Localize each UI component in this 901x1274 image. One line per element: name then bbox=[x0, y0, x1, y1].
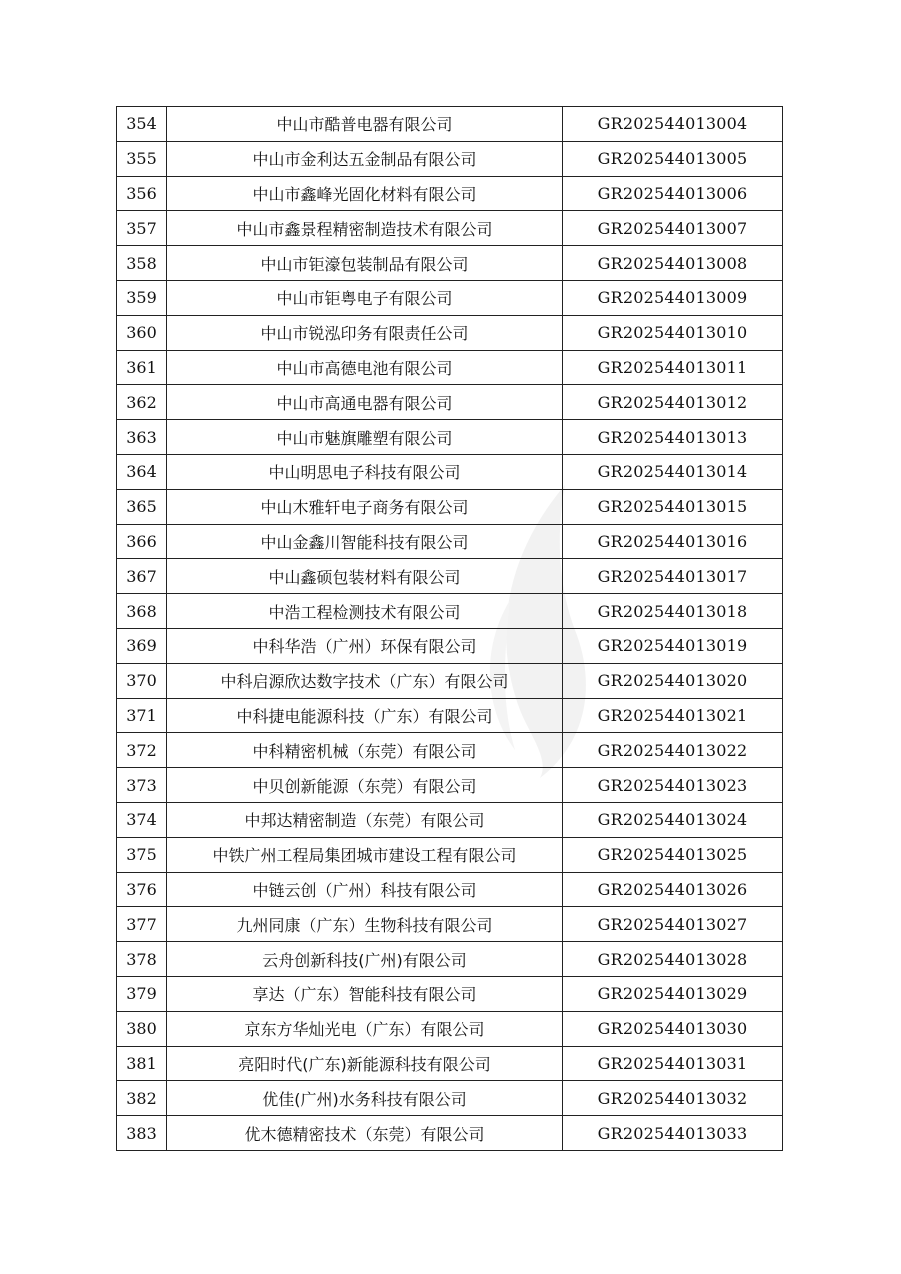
certificate-code: GR202544013020 bbox=[563, 663, 783, 698]
row-number: 373 bbox=[117, 768, 167, 803]
table-row bbox=[117, 176, 783, 211]
table-row bbox=[117, 1116, 783, 1151]
certificate-code: GR202544013015 bbox=[563, 489, 783, 524]
company-name: 九州同康（广东）生物科技有限公司 bbox=[167, 907, 563, 942]
row-number: 371 bbox=[117, 698, 167, 733]
table-row bbox=[117, 907, 783, 942]
company-name: 中科精密机械（东莞）有限公司 bbox=[167, 733, 563, 768]
table-row bbox=[117, 663, 783, 698]
company-name: 中科捷电能源科技（广东）有限公司 bbox=[167, 698, 563, 733]
certificate-code: GR202544013012 bbox=[563, 385, 783, 420]
row-number: 383 bbox=[117, 1116, 167, 1151]
row-number: 355 bbox=[117, 141, 167, 176]
table-row bbox=[117, 280, 783, 315]
company-name: 中科启源欣达数字技术（广东）有限公司 bbox=[167, 663, 563, 698]
certificate-code: GR202544013030 bbox=[563, 1011, 783, 1046]
certificate-code: GR202544013026 bbox=[563, 872, 783, 907]
row-number: 376 bbox=[117, 872, 167, 907]
certificate-code: GR202544013023 bbox=[563, 768, 783, 803]
company-name: 中山市魅旗雕塑有限公司 bbox=[167, 420, 563, 455]
table-row bbox=[117, 768, 783, 803]
row-number: 381 bbox=[117, 1046, 167, 1081]
table-row bbox=[117, 594, 783, 629]
certificate-code: GR202544013016 bbox=[563, 524, 783, 559]
company-name: 中山市高通电器有限公司 bbox=[167, 385, 563, 420]
table-row bbox=[117, 1081, 783, 1116]
company-name: 中山市金利达五金制品有限公司 bbox=[167, 141, 563, 176]
table-row bbox=[117, 976, 783, 1011]
company-name: 中山市钜粤电子有限公司 bbox=[167, 280, 563, 315]
row-number: 354 bbox=[117, 107, 167, 142]
certificate-code: GR202544013017 bbox=[563, 559, 783, 594]
certificate-code: GR202544013029 bbox=[563, 976, 783, 1011]
row-number: 377 bbox=[117, 907, 167, 942]
company-name: 中山市酷普电器有限公司 bbox=[167, 107, 563, 142]
row-number: 358 bbox=[117, 246, 167, 281]
certificate-code: GR202544013010 bbox=[563, 315, 783, 350]
row-number: 382 bbox=[117, 1081, 167, 1116]
company-name: 中山金鑫川智能科技有限公司 bbox=[167, 524, 563, 559]
table-row bbox=[117, 246, 783, 281]
certificate-code: GR202544013031 bbox=[563, 1046, 783, 1081]
certificate-code: GR202544013022 bbox=[563, 733, 783, 768]
table-row bbox=[117, 315, 783, 350]
table-row bbox=[117, 837, 783, 872]
row-number: 356 bbox=[117, 176, 167, 211]
row-number: 359 bbox=[117, 280, 167, 315]
table-row bbox=[117, 628, 783, 663]
table-row bbox=[117, 385, 783, 420]
company-name: 中贝创新能源（东莞）有限公司 bbox=[167, 768, 563, 803]
table-row bbox=[117, 350, 783, 385]
row-number: 366 bbox=[117, 524, 167, 559]
company-name: 享达（广东）智能科技有限公司 bbox=[167, 976, 563, 1011]
company-name: 亮阳时代(广东)新能源科技有限公司 bbox=[167, 1046, 563, 1081]
row-number: 368 bbox=[117, 594, 167, 629]
row-number: 365 bbox=[117, 489, 167, 524]
company-name: 中链云创（广州）科技有限公司 bbox=[167, 872, 563, 907]
row-number: 372 bbox=[117, 733, 167, 768]
certificate-code: GR202544013007 bbox=[563, 211, 783, 246]
certificate-code: GR202544013009 bbox=[563, 280, 783, 315]
certificate-code: GR202544013027 bbox=[563, 907, 783, 942]
table-row bbox=[117, 872, 783, 907]
row-number: 361 bbox=[117, 350, 167, 385]
company-name: 京东方华灿光电（广东）有限公司 bbox=[167, 1011, 563, 1046]
company-name: 中山市鑫峰光固化材料有限公司 bbox=[167, 176, 563, 211]
row-number: 380 bbox=[117, 1011, 167, 1046]
table-row bbox=[117, 802, 783, 837]
row-number: 370 bbox=[117, 663, 167, 698]
table-row bbox=[117, 942, 783, 977]
company-name: 中山市钜濠包装制品有限公司 bbox=[167, 246, 563, 281]
certificate-code: GR202544013014 bbox=[563, 454, 783, 489]
certificate-code: GR202544013005 bbox=[563, 141, 783, 176]
certificate-code: GR202544013033 bbox=[563, 1116, 783, 1151]
company-name: 中山市鑫景程精密制造技术有限公司 bbox=[167, 211, 563, 246]
company-name: 中山市高德电池有限公司 bbox=[167, 350, 563, 385]
company-name: 中山市锐泓印务有限责任公司 bbox=[167, 315, 563, 350]
company-name: 优佳(广州)水务科技有限公司 bbox=[167, 1081, 563, 1116]
table-row bbox=[117, 1046, 783, 1081]
certificate-code: GR202544013004 bbox=[563, 107, 783, 142]
row-number: 360 bbox=[117, 315, 167, 350]
table-row bbox=[117, 1011, 783, 1046]
certificate-code: GR202544013032 bbox=[563, 1081, 783, 1116]
row-number: 363 bbox=[117, 420, 167, 455]
certificate-code: GR202544013013 bbox=[563, 420, 783, 455]
certificate-code: GR202544013019 bbox=[563, 628, 783, 663]
table-row bbox=[117, 107, 783, 142]
certificate-code: GR202544013011 bbox=[563, 350, 783, 385]
certificate-code: GR202544013006 bbox=[563, 176, 783, 211]
row-number: 362 bbox=[117, 385, 167, 420]
row-number: 379 bbox=[117, 976, 167, 1011]
table-row bbox=[117, 698, 783, 733]
certificate-table bbox=[116, 106, 783, 1151]
table-row bbox=[117, 420, 783, 455]
company-name: 中山明思电子科技有限公司 bbox=[167, 454, 563, 489]
table-row bbox=[117, 733, 783, 768]
certificate-code: GR202544013021 bbox=[563, 698, 783, 733]
row-number: 369 bbox=[117, 628, 167, 663]
company-name: 中山鑫硕包装材料有限公司 bbox=[167, 559, 563, 594]
company-name: 中邦达精密制造（东莞）有限公司 bbox=[167, 802, 563, 837]
company-name: 中浩工程检测技术有限公司 bbox=[167, 594, 563, 629]
company-name: 云舟创新科技(广州)有限公司 bbox=[167, 942, 563, 977]
table-row bbox=[117, 524, 783, 559]
certificate-code: GR202544013008 bbox=[563, 246, 783, 281]
company-name: 中铁广州工程局集团城市建设工程有限公司 bbox=[167, 837, 563, 872]
row-number: 357 bbox=[117, 211, 167, 246]
company-name: 中山木雅轩电子商务有限公司 bbox=[167, 489, 563, 524]
table-row bbox=[117, 559, 783, 594]
company-name: 优木德精密技术（东莞）有限公司 bbox=[167, 1116, 563, 1151]
table-row bbox=[117, 211, 783, 246]
table-row bbox=[117, 489, 783, 524]
row-number: 367 bbox=[117, 559, 167, 594]
certificate-code: GR202544013025 bbox=[563, 837, 783, 872]
table-row bbox=[117, 454, 783, 489]
certificate-code: GR202544013018 bbox=[563, 594, 783, 629]
row-number: 374 bbox=[117, 802, 167, 837]
company-name: 中科华浩（广州）环保有限公司 bbox=[167, 628, 563, 663]
certificate-code: GR202544013028 bbox=[563, 942, 783, 977]
certificate-code: GR202544013024 bbox=[563, 802, 783, 837]
row-number: 378 bbox=[117, 942, 167, 977]
table-row bbox=[117, 141, 783, 176]
row-number: 375 bbox=[117, 837, 167, 872]
row-number: 364 bbox=[117, 454, 167, 489]
